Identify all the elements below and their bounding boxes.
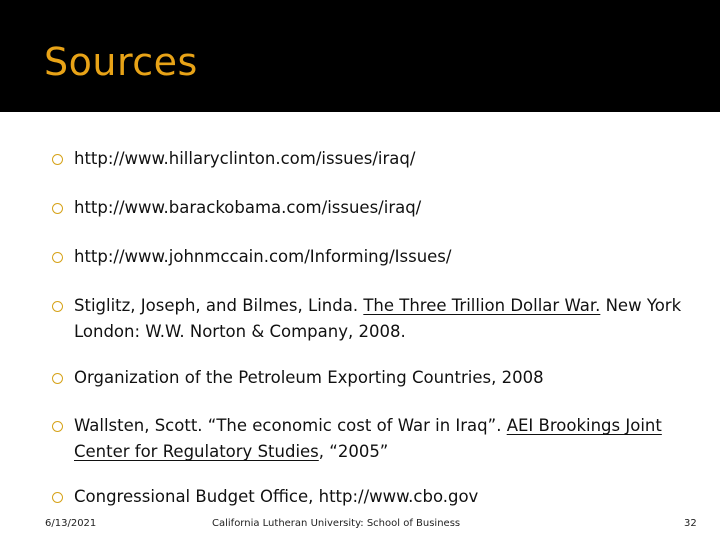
source-text-pre: Wallsten, Scott. “The economic cost of War in Iraq”. <box>74 416 507 435</box>
source-text-post: , “2005” <box>318 442 389 461</box>
source-item <box>52 413 692 465</box>
source-item <box>52 293 692 345</box>
source-text: http://www.johnmccain.com/Informing/Issues/ <box>74 247 452 266</box>
source-text-post: New York London: W.W. Norton & Company, 2008. <box>74 296 682 341</box>
circle-bullet-icon <box>52 492 63 503</box>
title-bar <box>0 0 720 112</box>
source-item <box>52 484 692 510</box>
circle-bullet-icon <box>52 301 63 312</box>
source-text: http://www.hillaryclinton.com/issues/iraq/ <box>74 149 416 168</box>
source-text <box>74 293 692 345</box>
source-text-pre: Stiglitz, Joseph, and Bilmes, Linda. <box>74 296 364 315</box>
circle-bullet-icon <box>52 252 63 263</box>
source-text: Congressional Budget Office, http://www.cbo.gov <box>74 487 479 506</box>
source-item <box>52 365 692 391</box>
source-text <box>74 413 692 465</box>
publisher-title: AEI Brookings Joint Center for Regulatory Studies <box>74 416 662 461</box>
source-text: http://www.barackobama.com/issues/iraq/ <box>74 198 422 217</box>
footer-page-number: 32 <box>684 518 697 529</box>
source-item <box>52 195 692 221</box>
circle-bullet-icon <box>52 421 63 432</box>
slide-title: Sources <box>44 40 198 84</box>
circle-bullet-icon <box>52 154 63 165</box>
footer-org: California Lutheran University: School of Business <box>212 518 461 529</box>
circle-bullet-icon <box>52 373 63 384</box>
footer-date: 6/13/2021 <box>45 518 97 529</box>
source-item <box>52 244 692 270</box>
source-item <box>52 146 692 172</box>
book-title: The Three Trillion Dollar War. <box>363 296 601 315</box>
source-text: Organization of the Petroleum Exporting Countries, 2008 <box>74 368 544 387</box>
circle-bullet-icon <box>52 203 63 214</box>
